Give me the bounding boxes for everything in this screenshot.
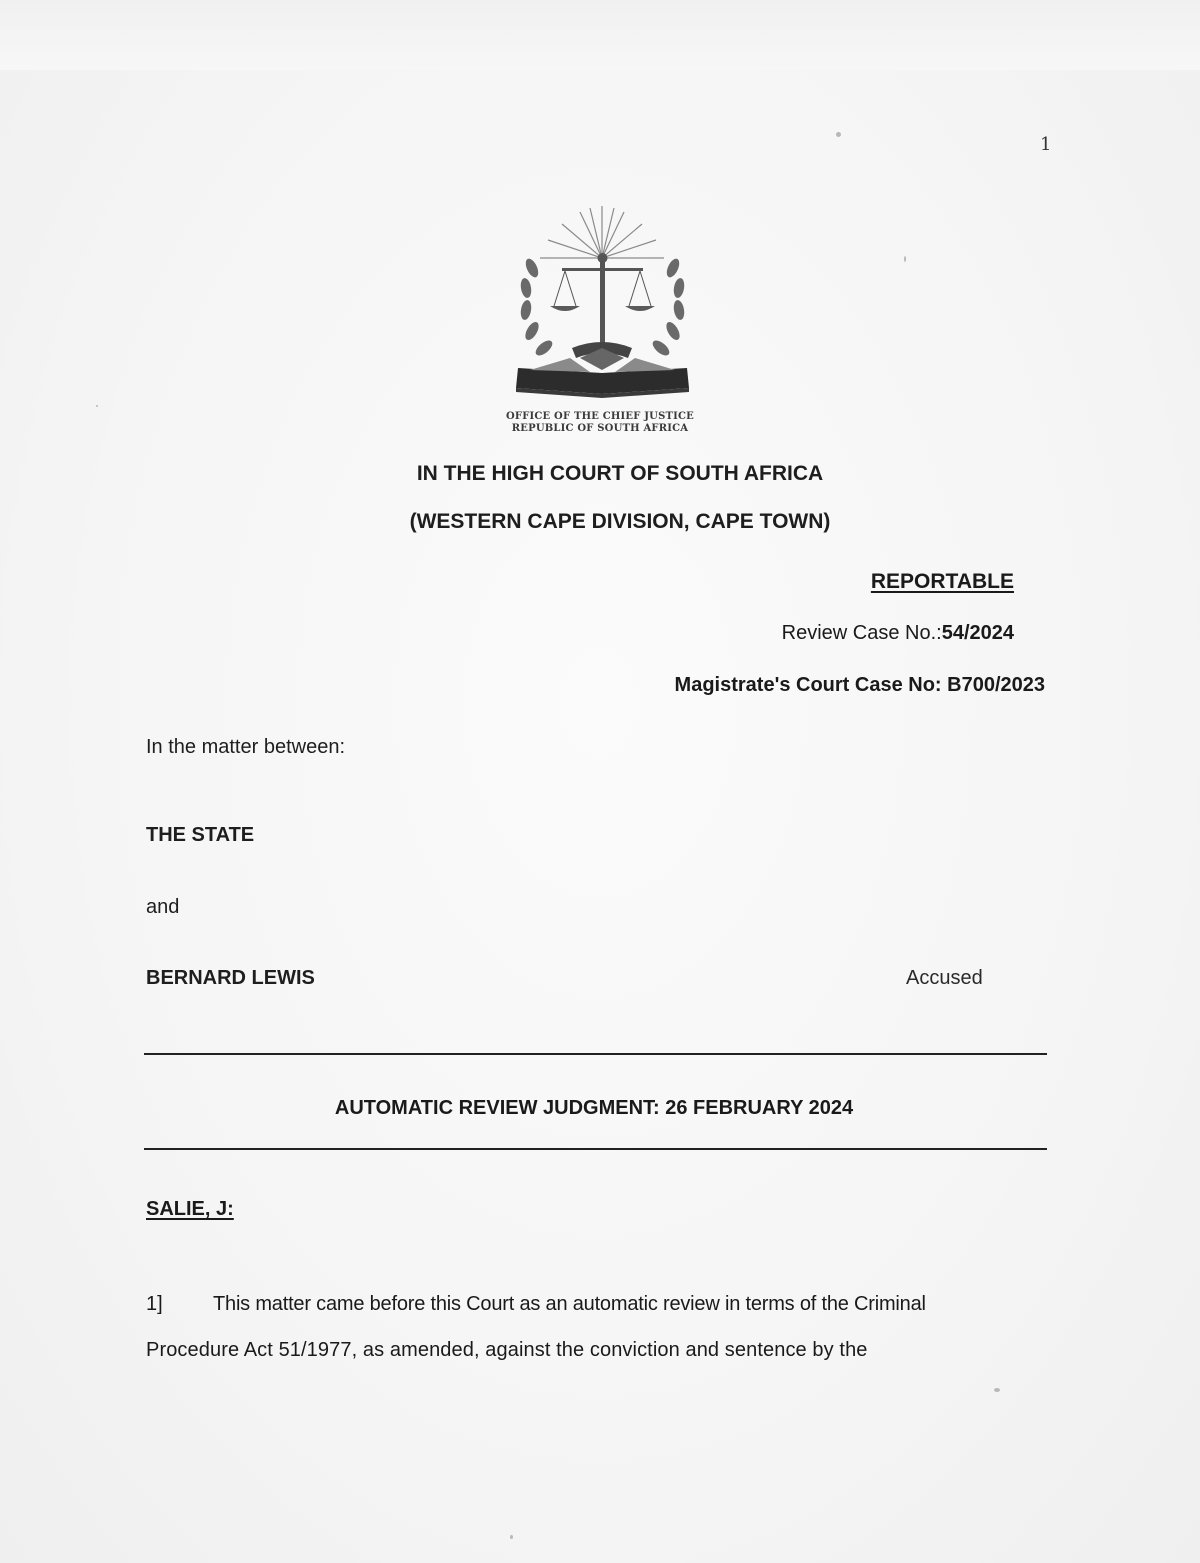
review-case-number <box>782 622 1014 645</box>
judgment-title: AUTOMATIC REVIEW JUDGMENT: 26 FEBRUARY 2024 <box>334 1097 854 1119</box>
magistrate-case-number: Magistrate's Court Case No: B700/2023 <box>674 674 1045 696</box>
scan-top-band <box>0 0 1200 70</box>
paragraph-line-2: Procedure Act 51/1977, as amended, against the conviction and sentence by the <box>146 1339 868 1361</box>
scan-speck <box>510 1535 513 1539</box>
scan-speck <box>994 1388 1000 1392</box>
crest-caption-republic: REPUBLIC OF SOUTH AFRICA <box>511 423 689 434</box>
reportable-status: REPORTABLE <box>870 570 1014 593</box>
paragraph-line-1: This matter came before this Court as an automatic review in terms of the Criminal <box>213 1293 926 1315</box>
review-case-value: 54/2024 <box>941 622 1014 644</box>
divider-top <box>144 1053 1047 1055</box>
divider-bottom <box>144 1148 1047 1150</box>
court-crest-logo <box>510 198 695 398</box>
scan-speck <box>904 256 906 262</box>
parties-intro: In the matter between: <box>146 736 346 758</box>
crest-caption-office: OFFICE OF THE CHIEF JUSTICE <box>506 411 694 422</box>
judge-name: SALIE, J: <box>146 1198 234 1220</box>
court-division-heading: (WESTERN CAPE DIVISION, CAPE TOWN) <box>409 510 831 533</box>
paragraph-number: 1] <box>146 1293 163 1315</box>
review-case-label: Review Case No.: <box>781 622 942 644</box>
court-name-heading: IN THE HIGH COURT OF SOUTH AFRICA <box>416 462 824 485</box>
party-accused-role: Accused <box>906 967 983 989</box>
party-accused-name: BERNARD LEWIS <box>146 967 315 989</box>
parties-conjunction: and <box>146 896 180 918</box>
page-number: 1 <box>1040 134 1052 155</box>
scan-speck <box>836 132 841 137</box>
party-the-state: THE STATE <box>146 824 255 846</box>
scan-speck <box>96 405 98 407</box>
